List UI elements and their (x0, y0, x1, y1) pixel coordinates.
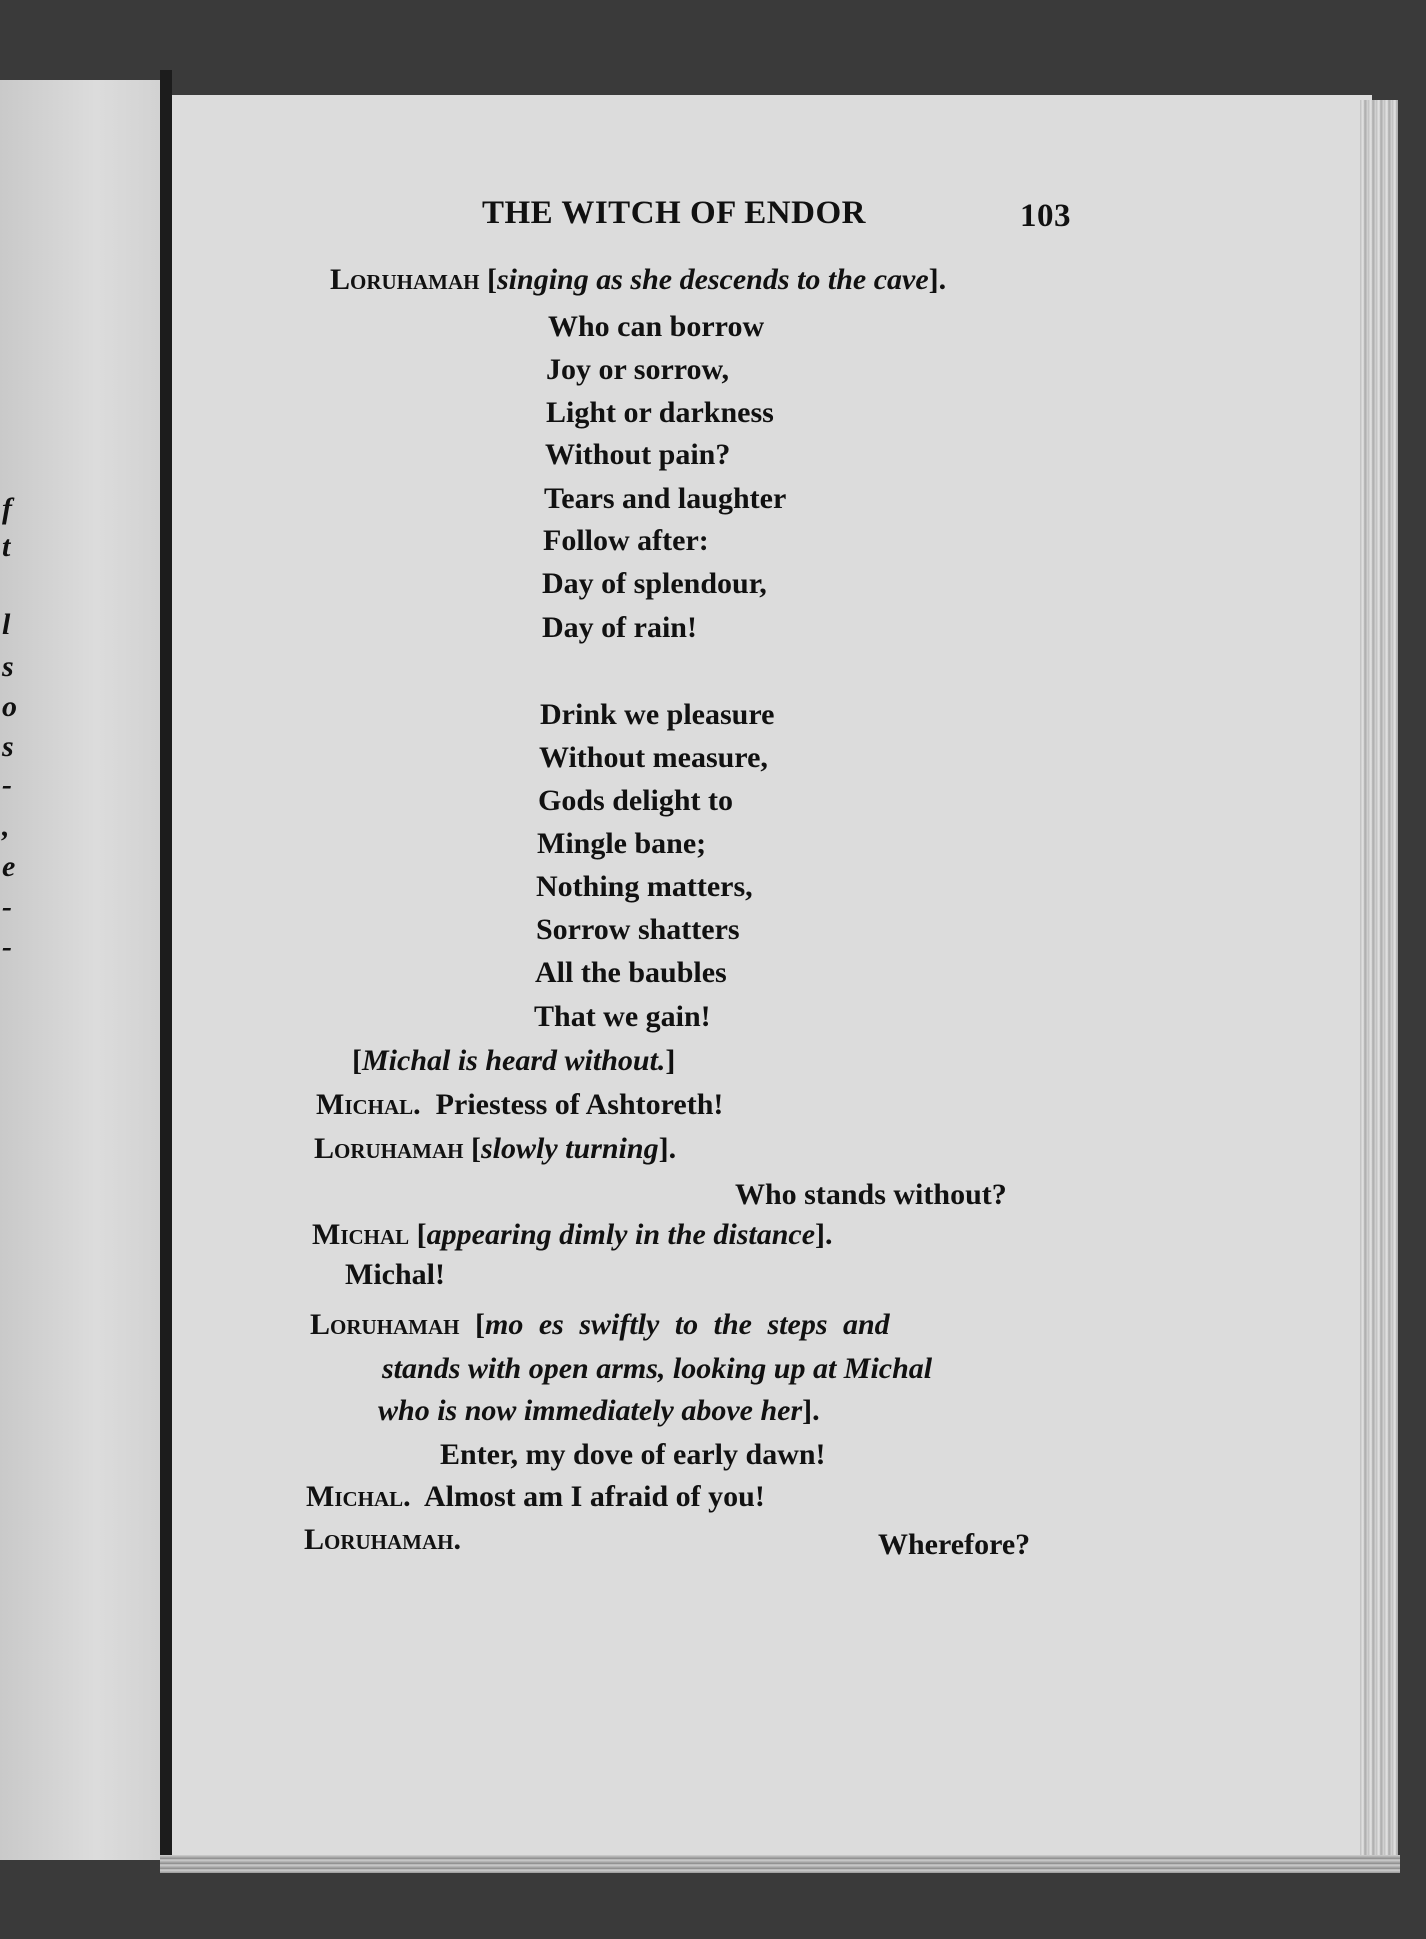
stage-line (312, 1220, 833, 1250)
speaker-name: Michal (312, 1218, 410, 1251)
bracket-close: ]. (815, 1218, 833, 1251)
speaker-name: Loruhamah (314, 1132, 464, 1165)
facing-page-fragment: o (2, 690, 17, 723)
book-gutter (160, 70, 172, 1860)
speaker-name: Loruhamah. (304, 1523, 461, 1556)
stage-direction: mo es swiftly to the steps and (485, 1308, 890, 1341)
dialogue-text: Priestess of Ashtoreth! (420, 1088, 724, 1121)
stage-direction: Michal is heard without. (362, 1044, 666, 1077)
speaker-name: Loruhamah (310, 1308, 460, 1341)
bracket-open: [ (352, 1044, 362, 1077)
verse-line: Follow after: (543, 524, 709, 557)
bracket-open: [ (459, 1308, 485, 1341)
stage-direction: appearing dimly in the distance (426, 1218, 816, 1251)
facing-page-fragment: , (2, 810, 10, 843)
running-header-title: THE WITCH OF ENDOR (482, 195, 866, 231)
verse-line: Nothing matters, (536, 870, 753, 903)
page-number: 103 (1020, 198, 1071, 234)
stage-direction: singing as she descends to the cave (497, 263, 929, 296)
dialogue-line: Michal! (345, 1258, 445, 1291)
dialogue-text: Almost am I afraid of you! (410, 1480, 765, 1513)
speaker-name: Loruhamah (330, 263, 480, 296)
facing-page-fragment: s (2, 730, 14, 763)
stage-line (352, 1046, 675, 1076)
stage-line (310, 1310, 890, 1340)
verse-line: Day of rain! (542, 611, 697, 644)
verse-line: Gods delight to (538, 784, 734, 817)
verse-line: Light or darkness (546, 396, 774, 429)
stage-direction: slowly turning (481, 1132, 659, 1165)
facing-page-fragment: t (2, 530, 11, 563)
speaker-name: Michal. (316, 1088, 421, 1121)
verse-line: Without pain? (545, 438, 731, 471)
dialogue-line: Who stands without? (735, 1178, 1007, 1211)
verse-line: Without measure, (539, 741, 768, 774)
bracket-open: [ (479, 263, 497, 296)
stage-line (314, 1134, 676, 1164)
verse-line: Drink we pleasure (540, 698, 775, 731)
facing-page-fragment: l (2, 608, 11, 641)
stage-direction: stands with open arms, looking up at Michal (382, 1352, 933, 1385)
dialogue-line: Wherefore? (878, 1528, 1031, 1561)
bracket-close: ]. (658, 1132, 677, 1165)
speaker-name: Michal. (306, 1480, 411, 1513)
bracket-open: [ (463, 1132, 481, 1165)
stage-line (330, 265, 946, 295)
stage-direction: who is now immediately above her (378, 1394, 803, 1427)
facing-page-fragment: f (2, 492, 12, 525)
dialogue-line (306, 1482, 765, 1512)
facing-page-fragment: s (2, 650, 14, 683)
bracket-open: [ (409, 1218, 427, 1251)
verse-line: Day of splendour, (542, 567, 767, 600)
verse-line: Mingle bane; (537, 827, 707, 860)
page-edge-stack (1360, 100, 1398, 1870)
facing-page-fragment: e (2, 850, 16, 883)
verse-line: All the baubles (535, 956, 727, 989)
verse-line: Who can borrow (548, 310, 765, 343)
stage-line (378, 1396, 820, 1426)
bracket-close: ]. (802, 1394, 820, 1427)
dialogue-line: Enter, my dove of early dawn! (440, 1438, 826, 1471)
bracket-close: ] (665, 1044, 676, 1077)
dialogue-line (316, 1090, 723, 1120)
verse-line: Tears and laughter (544, 482, 787, 515)
verse-line: That we gain! (534, 1000, 711, 1033)
page-bottom-edge (160, 1855, 1400, 1873)
facing-page-fragment: - (2, 930, 12, 963)
facing-page-fragment: - (2, 768, 12, 801)
verse-line: Sorrow shatters (536, 913, 740, 946)
facing-page-edge (0, 80, 160, 1860)
bracket-close: ]. (928, 263, 947, 296)
facing-page-fragment: - (2, 890, 12, 923)
verse-line: Joy or sorrow, (546, 353, 730, 386)
book-page (172, 95, 1372, 1860)
